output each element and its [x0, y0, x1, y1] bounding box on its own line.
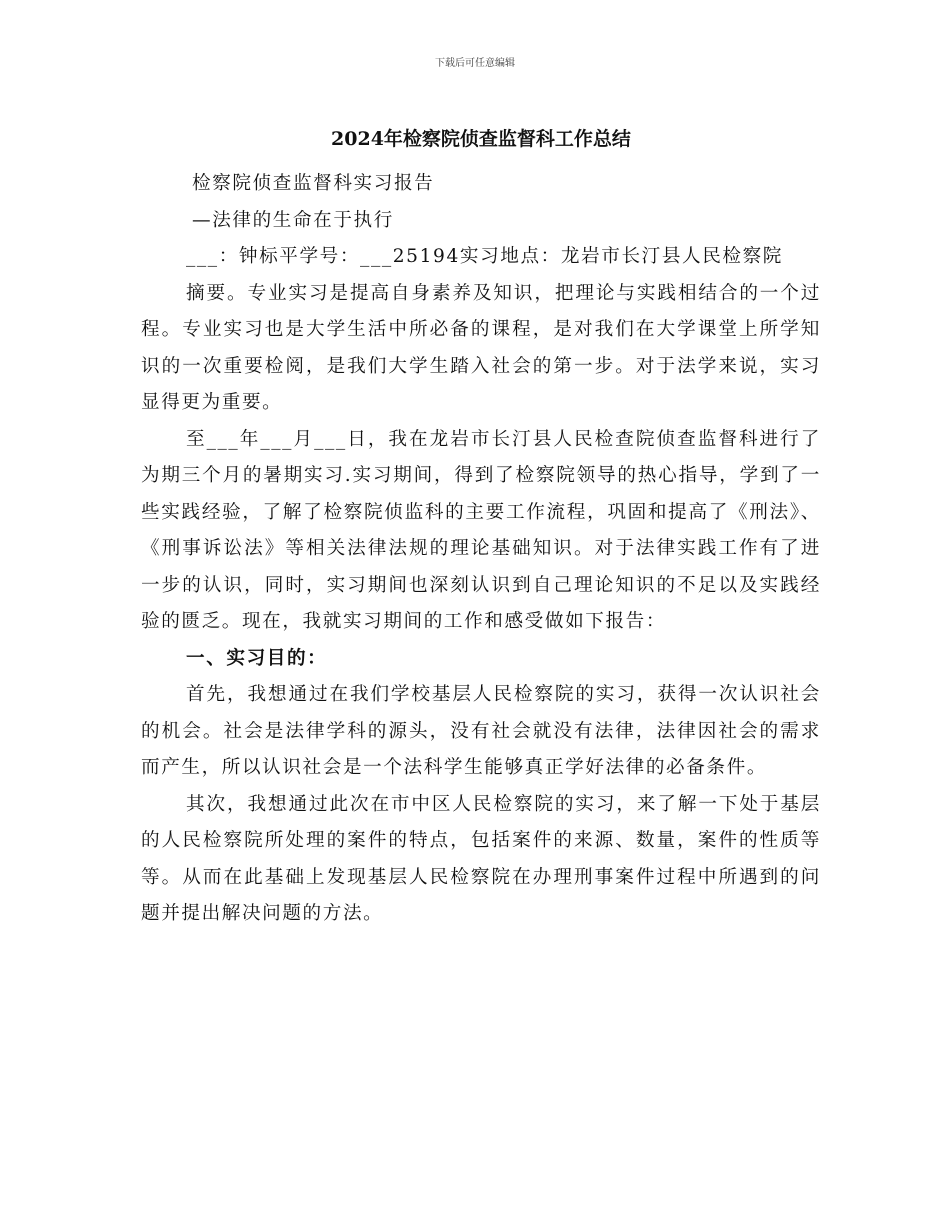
intro-paragraph: 至___年___月___日，我在龙岩市长汀县人民检查院侦查监督科进行了为期三个月的暑期实习.实习期间，得到了检察院领导的热心指导，学到了一些实践经验，了解了检察院侦监科的主要工作流程，巩固和提高了《刑法》、《刑事诉讼法》等相关法律法规的理论基础知识。对于法律实践工作有了进一步的认识，同时，实习期间也深刻认识到自己理论知识的不足以及实践经验的匮乏。现在，我就实习期间的工作和感受做如下报告：	[141, 428, 821, 632]
document-body	[141, 166, 821, 933]
report-subtitle: 检察院侦查监督科实习报告	[192, 173, 435, 194]
document-title: 2024年检察院侦查监督科工作总结	[331, 128, 631, 150]
section-paragraph-first: 首先，我想通过在我们学校基层人民检察院的实习，获得一次认识社会的机会。社会是法律学科的源头，没有社会就没有法律，法律因社会的需求而产生，所以认识社会是一个法科学生能够真正学好法律的必备条件。	[141, 684, 821, 778]
report-tagline: —法律的生命在于执行	[192, 209, 394, 231]
section-heading-purpose: 一、实习目的：	[186, 647, 328, 669]
section-paragraph-second: 其次，我想通过此次在市中区人民检察院的实习，来了解一下处于基层的人民检察院所处理的案件的特点，包括案件的来源、数量，案件的性质等等。从而在此基础上发现基层人民检察院在办理刑事案件过程中所遇到的问题并提出解决问题的方法。	[141, 793, 821, 924]
abstract-paragraph: 摘要。专业实习是提高自身素养及知识，把理论与实践相结合的一个过程。专业实习也是大学生活中所必备的课程，是对我们在大学课堂上所学知识的一次重要检阅，是我们大学生踏入社会的第一步。对于法学来说，实习显得更为重要。	[141, 282, 821, 413]
author-info-line: ___：钟标平学号：___25194实习地点：龙岩市长汀县人民检察院	[186, 246, 783, 267]
page-header-note: 下载后可任意编辑	[435, 58, 515, 69]
